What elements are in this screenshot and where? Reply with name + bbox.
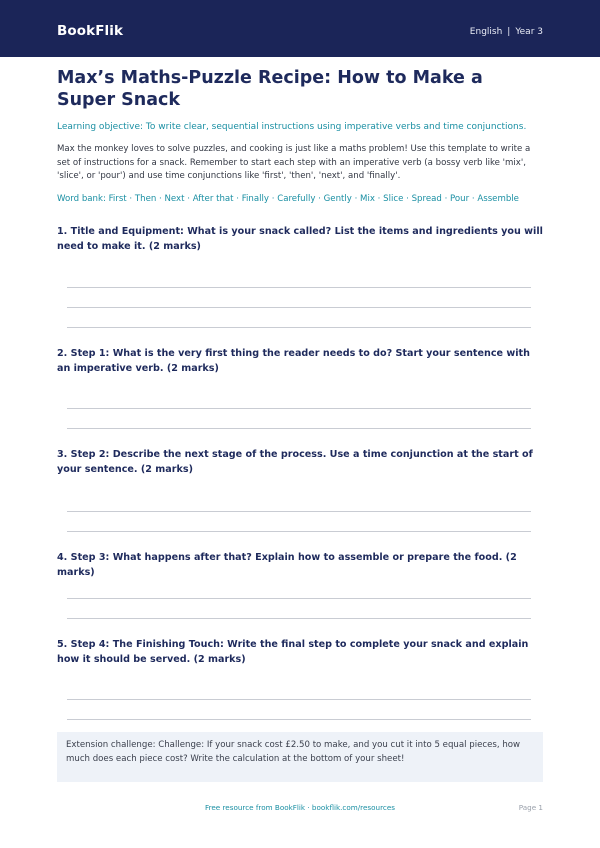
- intro-paragraph: Max the monkey loves to solve puzzles, and cooking is just like a maths problem! Use this template to write a set of instructions for a snack. Remember to start each step with an imperative verb (a bossy verb like 'mix', 'slice', or 'pour') and use time conjunctions like 'first', 'then', 'next', and 'finally'.: [57, 144, 531, 181]
- extension-challenge-box: [57, 732, 543, 782]
- answer-line[interactable]: [67, 598, 531, 599]
- answer-line[interactable]: [67, 428, 531, 429]
- learning-objective: Learning objective: To write clear, sequential instructions using imperative verbs and time conjunctions.: [57, 122, 527, 132]
- question-4: 4. Step 3: What happens after that? Explain how to assemble or prepare the food. (2 marks): [57, 552, 517, 578]
- page-title: Max’s Maths-Puzzle Recipe: How to Make a Super Snack: [57, 68, 483, 110]
- extension-challenge-text: Extension challenge: Challenge: If your snack cost £2.50 to make, and you cut it into 5 equal pieces, how much does each piece cost? Write the calculation at the bottom of your sheet!: [66, 740, 521, 764]
- footer-link[interactable]: Free resource from BookFlik · bookflik.com/resources: [204, 803, 396, 812]
- brand-logo: BookFlik: [57, 23, 124, 39]
- answer-line[interactable]: [67, 511, 531, 512]
- answer-line[interactable]: [67, 327, 531, 328]
- year-label: Year 3: [515, 27, 543, 37]
- answer-line[interactable]: [67, 287, 531, 288]
- question-2: 2. Step 1: What is the very first thing the reader needs to do? Start your sentence with an imperative verb. (2 marks): [57, 348, 530, 374]
- answer-line[interactable]: [67, 719, 531, 720]
- page-header: [0, 0, 600, 57]
- separator: |: [507, 27, 511, 37]
- question-1: 1. Title and Equipment: What is your snack called? List the items and ingredients you will need to make it. (2 marks): [57, 226, 543, 252]
- answer-line[interactable]: [67, 531, 531, 532]
- page-number: Page 1: [518, 803, 543, 812]
- answer-line[interactable]: [67, 408, 531, 409]
- subject-year-label: [470, 27, 543, 37]
- answer-line[interactable]: [67, 618, 531, 619]
- subject-label: English: [469, 27, 503, 37]
- word-bank: Word bank: First · Then · Next · After that · Finally · Carefully · Gently · Mix · Slice · Spread · Pour · Assemble: [57, 194, 519, 204]
- answer-line[interactable]: [67, 307, 531, 308]
- question-5: 5. Step 4: The Finishing Touch: Write the final step to complete your snack and explain how it should be served. (2 marks): [57, 639, 529, 665]
- question-3: 3. Step 2: Describe the next stage of the process. Use a time conjunction at the start of your sentence. (2 marks): [57, 449, 533, 475]
- answer-line[interactable]: [67, 699, 531, 700]
